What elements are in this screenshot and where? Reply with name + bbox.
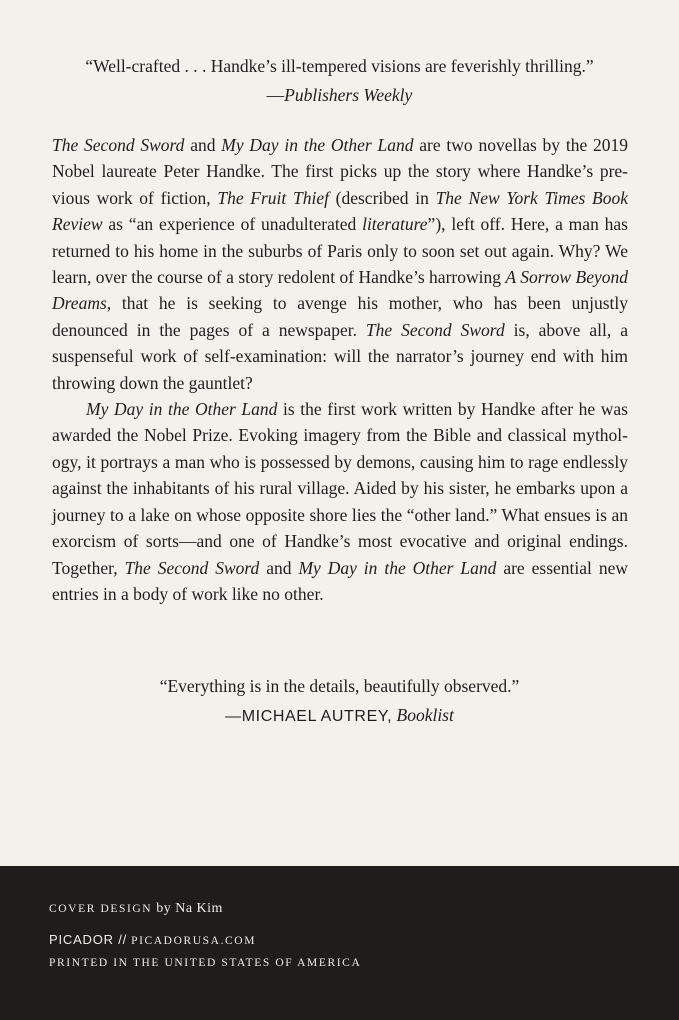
bottom-quote-text: “Everything is in the details, beautifully observed.” [159, 676, 520, 696]
publisher-footer [0, 866, 679, 1020]
italic-title-run: literature [362, 214, 428, 235]
text-run: ”), left off. Here, a man has returned to his home in the suburbs of Paris only to soon set out again. Why? We learn, over the course of a story redolent of Handke’s harrowing [52, 214, 628, 288]
printed-in-notice: PRINTED IN THE UNITED STATES OF AMERICA [49, 957, 362, 969]
text-run: is, above all, a suspenseful work of self-examination: will the narrator’s journey end with him throwing down the gauntlet? [52, 319, 628, 393]
italic-title-run: The Second Sword [365, 319, 505, 340]
description-paragraph-1 [52, 132, 628, 396]
top-quote-source: Publishers Weekly [284, 85, 413, 105]
text-run: is the first work written by Handke after he was awarded the Nobel Prize. Evoking imagery from the Bible and classical mythology, it portrays a man who is possessed by demons, causing him to rage endlessly against the inhabitants of his rural village. Aided by his sister, he embarks upon a journey to a lake on whose opposite shore lies the “other land.” What ensues is an exorcism of sorts—and one of Handke’s most evocative and original endings. Together, [52, 399, 628, 578]
italic-title-run: The Second Sword [52, 135, 185, 155]
cover-design-credit [49, 901, 223, 917]
italic-title-run: My Day in the Other Land [298, 557, 497, 578]
bottom-blurb-quote [0, 672, 679, 731]
publisher-name: PICADOR // [49, 932, 128, 947]
text-run: and [259, 557, 299, 578]
text-run: and [184, 135, 222, 155]
top-quote-text: “Well-crafted . . . Handke’s ill-tempered visions are feverishly thrilling.” [85, 56, 594, 76]
italic-title-run: A Sorrow Beyond Dreams [52, 267, 628, 314]
text-run: , that he is seeking to avenge his mother, who has been unjustly denounced in the pages of a newspaper. [52, 293, 628, 340]
top-quote-attribution [0, 81, 679, 110]
cover-designer: by Na Kim [152, 901, 223, 916]
text-run: are essential new entries in a body of work like no other. [52, 557, 628, 604]
cover-design-label: COVER DESIGN [49, 903, 153, 915]
publisher-line [49, 932, 256, 949]
italic-title-run: My Day in the Other Land [221, 135, 414, 155]
italic-title-run: My Day in the Other Land [86, 399, 278, 420]
top-quote-dash: — [266, 85, 285, 105]
italic-title-run: The Fruit Thief [217, 187, 329, 208]
bottom-quote-attribution [0, 701, 679, 731]
book-description [52, 132, 628, 607]
top-blurb-quote [0, 52, 679, 110]
text-run: (described in [328, 187, 436, 208]
publisher-website: PICADORUSA.COM [131, 935, 257, 947]
italic-title-run: The Second Sword [124, 557, 260, 578]
description-paragraph-2 [52, 396, 628, 607]
text-run: as “an experience of unadulterated [102, 214, 363, 235]
italic-title-run: The New York Times Book Review [52, 187, 628, 235]
bottom-quote-author: —MICHAEL AUTREY, [225, 708, 393, 725]
text-run: are two novellas by the 2019 Nobel laureate Peter Handke. The first picks up the story where Handke’s previous work of fiction, [52, 135, 628, 208]
bottom-quote-source: Booklist [396, 705, 454, 725]
